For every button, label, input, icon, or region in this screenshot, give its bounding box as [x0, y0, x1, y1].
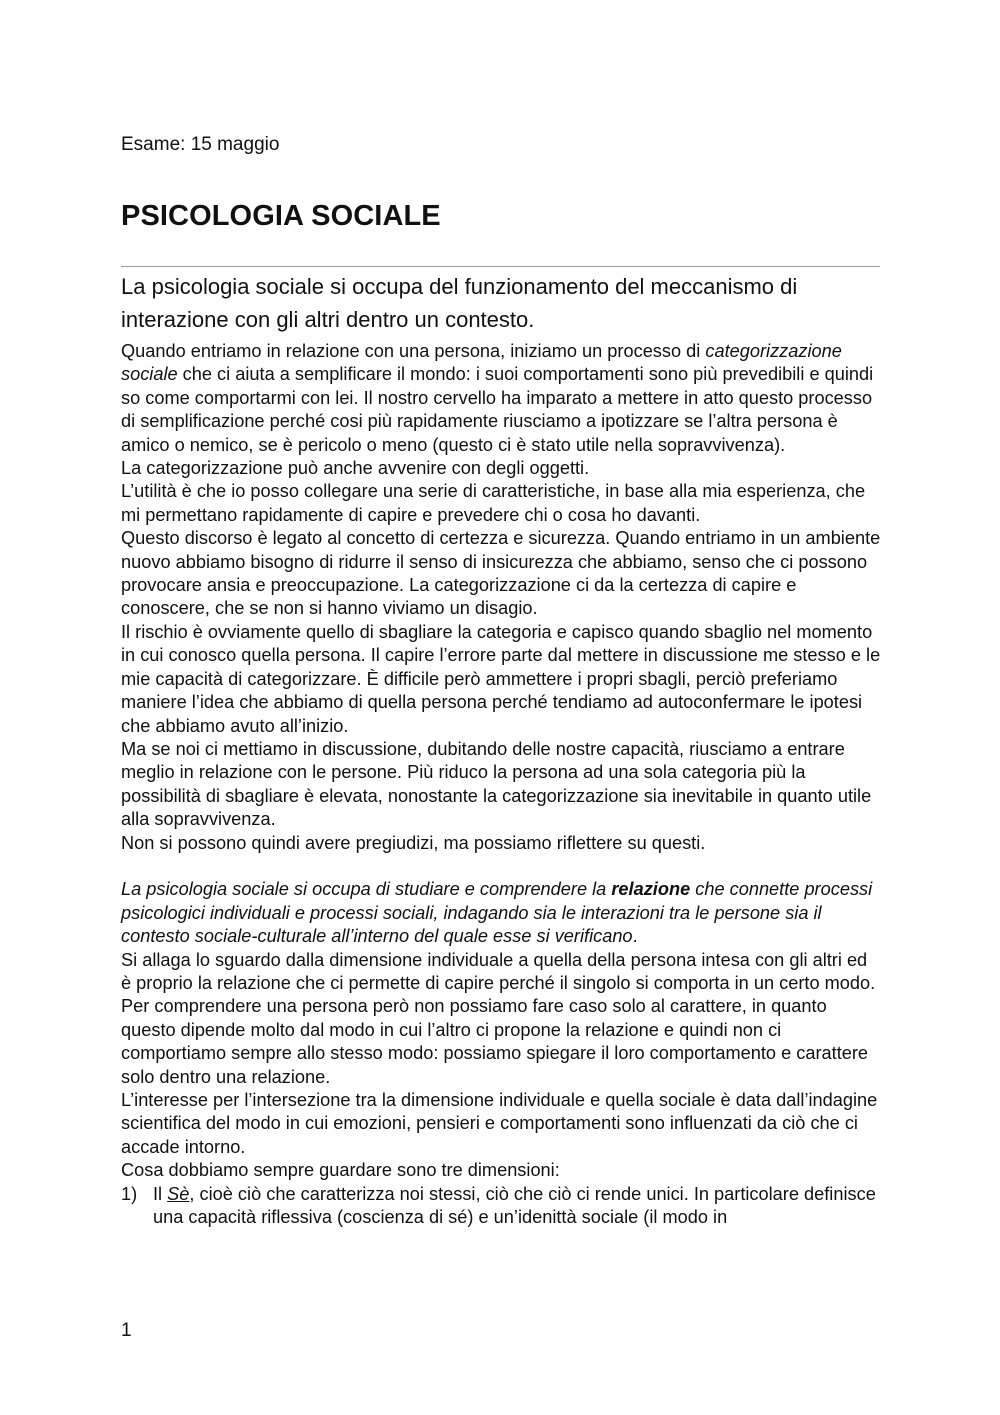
- text-run: La psicologia sociale si occupa di studiare e comprendere la: [121, 879, 612, 900]
- paragraph: [121, 340, 881, 457]
- bold-term: relazione: [611, 879, 691, 900]
- text-run: Quando entriamo in relazione con una persona, iniziamo un processo di: [121, 341, 706, 361]
- paragraph: Il rischio è ovviamente quello di sbagliare la categoria e capisco quando sbaglio nel momento in cui conosco quella persona. Il capire l’errore parte dal mettere in discussione me stesso e le mie capacità di categorizzare. È difficile però ammettere i propri sbagli, perciò preferiamo maniere l’idea che abbiamo di quella persona perché tendiamo ad autoconfermare le ipotesi che abbiamo avuto all’inizio.: [121, 621, 881, 736]
- paragraph: Cosa dobbiamo sempre guardare sono tre dimensioni:: [121, 1160, 560, 1181]
- italic-term: categorizzazione sociale: [121, 341, 842, 385]
- spacer: [121, 855, 881, 878]
- text-run: che connette processi psicologici individuali e processi sociali, indagando sia le interazioni tra le persone sia il contesto sociale-culturale all’interno del quale esse si verificano: [121, 879, 873, 947]
- text-run: Il: [153, 1183, 168, 1204]
- definition-paragraph: [121, 878, 881, 948]
- page-title: PSICOLOGIA SOCIALE: [121, 200, 441, 232]
- list-number: 1): [121, 1183, 138, 1204]
- body-text: [121, 340, 881, 1229]
- paragraph: Questo discorso è legato al concetto di certezza e sicurezza. Quando entriamo in un ambiente nuovo abbiamo bisogno di ridurre il senso di insicurezza che abbiamo, senso che ci possono provocare ansia e preoccupazione. La categorizzazione ci da la certezza di capire e conoscere, che se non si hanno viviamo un disagio.: [121, 528, 881, 619]
- paragraph: Ma se noi ci mettiamo in discussione, dubitando delle nostre capacità, riusciamo a entrare meglio in relazione con le persone. Più riduco la persona ad una sola categoria più la possibilità di sbagliare è elevata, nonostante la categorizzazione sia inevitabile in quanto utile alla sopravvivenza.: [121, 738, 872, 830]
- dimensions-list: [121, 1183, 881, 1230]
- exam-date: Esame: 15 maggio: [121, 134, 280, 155]
- text-run: che ci aiuta a semplificare il mondo: i suoi comportamenti sono più prevedibili e quindi so come comportarmi con lei. Il nostro cervello ha imparato a mettere in atto questo processo di semplificazione perché cosi più rapidamente riusciamo a ipotizzare se l’altra persona è amico o nemico, se è pericolo o meno (questo ci è stato utile nella sopravvivenza).: [121, 364, 874, 455]
- paragraph: Non si possono quindi avere pregiudizi, ma possiamo riflettere su questi.: [121, 832, 706, 853]
- page-number: 1: [121, 1320, 132, 1341]
- list-item: [121, 1183, 881, 1230]
- paragraph: L’utilità è che io posso collegare una serie di caratteristiche, in base alla mia esperienza, che mi permettano rapidamente di capire e prevedere chi o cosa ho davanti.: [121, 481, 866, 525]
- title-divider: [121, 266, 880, 267]
- underlined-term: Sè: [167, 1183, 190, 1204]
- paragraph: Si allaga lo sguardo dalla dimensione individuale a quella della persona intesa con gli altri ed è proprio la relazione che ci permette di capire perché il singolo si comporta in un certo modo. Per comprendere una persona però non possiamo fare caso solo al carattere, in quanto questo dipende molto dal modo in cui l’altro ci propone la relazione e quindi non ci comportiamo sempre allo stesso modo: possiamo spiegare il loro comportamento e carattere solo dentro una relazione.: [121, 949, 876, 1087]
- paragraph: L’interesse per l’intersezione tra la dimensione individuale e quella sociale è data dall’indagine scientifica del modo in cui emozioni, pensieri e comportamenti sono influenzati da ciò che ci accade intorno.: [121, 1089, 878, 1157]
- paragraph: La categorizzazione può anche avvenire con degli oggetti.: [121, 458, 590, 479]
- text-run: , cioè ciò che caratterizza noi stessi, ciò che ciò ci rende unici. In particolare definisce una capacità riflessiva (coscienza di sé) e un’idenittà sociale (il modo in: [153, 1183, 876, 1228]
- text-run: .: [632, 926, 638, 947]
- subtitle: La psicologia sociale si occupa del funzionamento del meccanismo di interazione con gli altri dentro un contesto.: [121, 274, 798, 332]
